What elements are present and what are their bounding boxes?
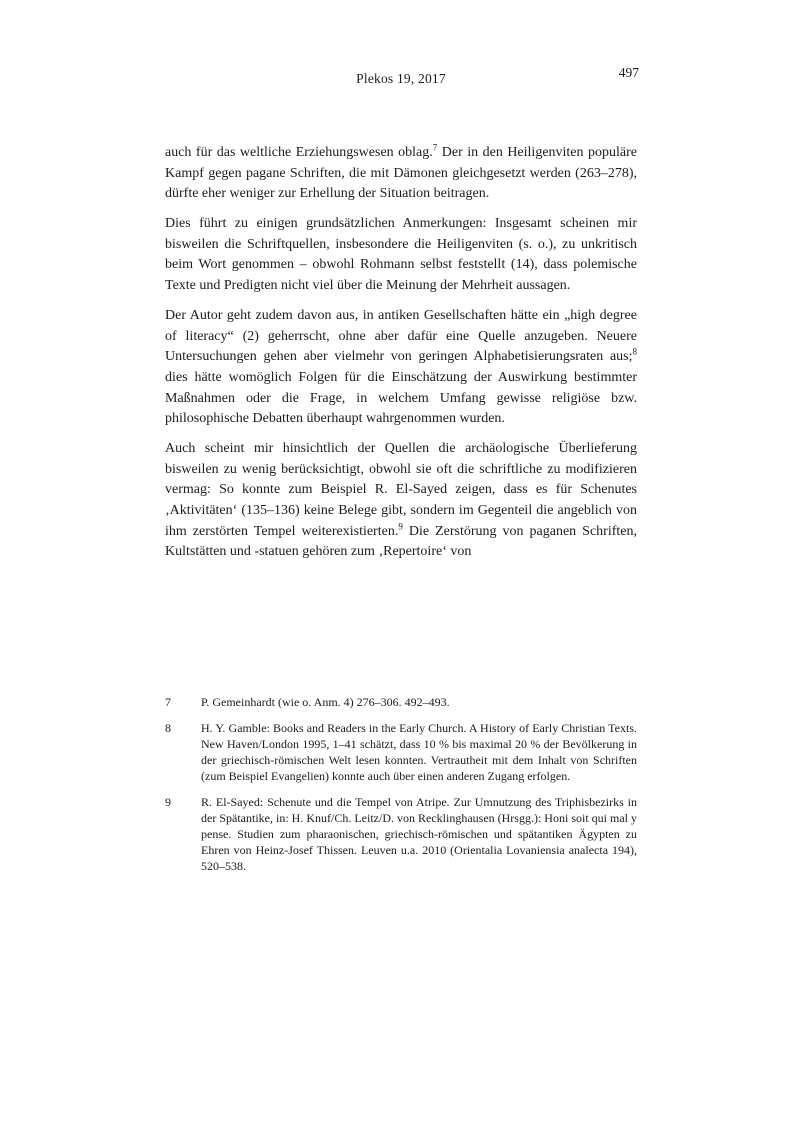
footnotes-section [165, 694, 637, 884]
footnote-number: 9 [165, 795, 171, 809]
footnote-marker: 8 [632, 346, 637, 357]
paragraph-text: Auch scheint mir hinsichtlich der Quellen die archäologische Überlieferung bisweilen zu wenig berücksichtigt, obwohl sie oft die schriftliche zu modifizieren vermag: So konnte zum Beispiel R. El-Sayed zeigen, dass es für Schenutes ‚Aktivitäten‘ (135–136) keine Belege gibt, sondern im Gegenteil die angeblich von ihm zerstörten Tempel weiterexistierten. [165, 441, 637, 539]
body-paragraph [165, 214, 637, 296]
footnote-text: H. Y. Gamble: Books and Readers in the Early Church. A History of Early Christian Texts. New Haven/London 1995, 1–41 schätzt, dass 10 % bis maximal 20 % der Bevölkerung in der griechisch-römischen Welt lesen konnten. Vertrautheit mit dem Inhalt von Schriften (zum Beispiel Evangelien) konnte auch über einen anderen Zugang erfolgen. [201, 721, 637, 783]
paragraph-text: Der in den Heiligenviten populäre Kampf gegen pagane Schriften, die mit Dämonen gleichgesetzt werden (263–278), dürfte eher weniger zur Erhellung der Situation beitragen. [165, 145, 637, 202]
footnote [165, 794, 637, 874]
paragraph-text: auch für das weltliche Erziehungswesen oblag. [165, 145, 433, 160]
footnote-text: R. El-Sayed: Schenute und die Tempel von Atripe. Zur Umnutzung des Triphisbezirks in der Spätantike, in: H. Knuf/Ch. Leitz/D. von Recklinghausen (Hrsgg.): Honi soit qui mal y pense. Studien zum pharaonischen, griechisch-römischen und spätantiken Ägypten zu Ehren von Heinz-Josef Thissen. Leuven u.a. 2010 (Orientalia Lovaniensia analecta 194), 520–538. [201, 795, 637, 873]
paragraph-text: Der Autor geht zudem davon aus, in antiken Gesellschaften hätte ein „high degree of literacy“ (2) geherrscht, ohne aber dafür eine Quelle anzugeben. Neuere Untersuchungen gehen aber vielmehr von geringen Alphabetisierungsraten aus; [165, 308, 637, 365]
body-paragraph [165, 306, 637, 430]
footnote-number: 7 [165, 695, 171, 709]
page-number: 497 [618, 65, 639, 80]
footnote-number: 8 [165, 721, 171, 735]
footnote-text: P. Gemeinhardt (wie o. Anm. 4) 276–306. 492–493. [201, 695, 450, 709]
page-header [165, 65, 639, 87]
journal-running-title: Plekos 19, 2017 [356, 71, 446, 86]
paragraph-text: Die Zerstörung von paganen Schriften, Kultstätten und -statuen gehören zum ‚Repertoire‘ von [165, 523, 637, 560]
body-text [165, 143, 637, 572]
footnote-marker: 9 [398, 520, 403, 531]
footnote [165, 720, 637, 784]
paragraph-text: dies hätte womöglich Folgen für die Einschätzung der Auswirkung bestimmter Maßnahmen oder die Frage, in welchem Umfang gewisse religiöse bzw. philosophische Debatten überhaupt wahrgenommen wurden. [165, 369, 637, 427]
footnote-marker: 7 [432, 142, 438, 153]
paragraph-text: Dies führt zu einigen grundsätzlichen Anmerkungen: Insgesamt scheinen mir bisweilen die Schriftquellen, insbesondere die Heiligenviten (s. o.), zu unkritisch beim Wort genommen – obwohl Rohmann selbst feststellt (14), dass polemische Texte und Predigten nicht viel über die Meinung der Mehrheit aussagen. [165, 216, 637, 294]
footnote [165, 694, 637, 710]
body-paragraph [165, 439, 637, 563]
body-paragraph [165, 143, 637, 205]
